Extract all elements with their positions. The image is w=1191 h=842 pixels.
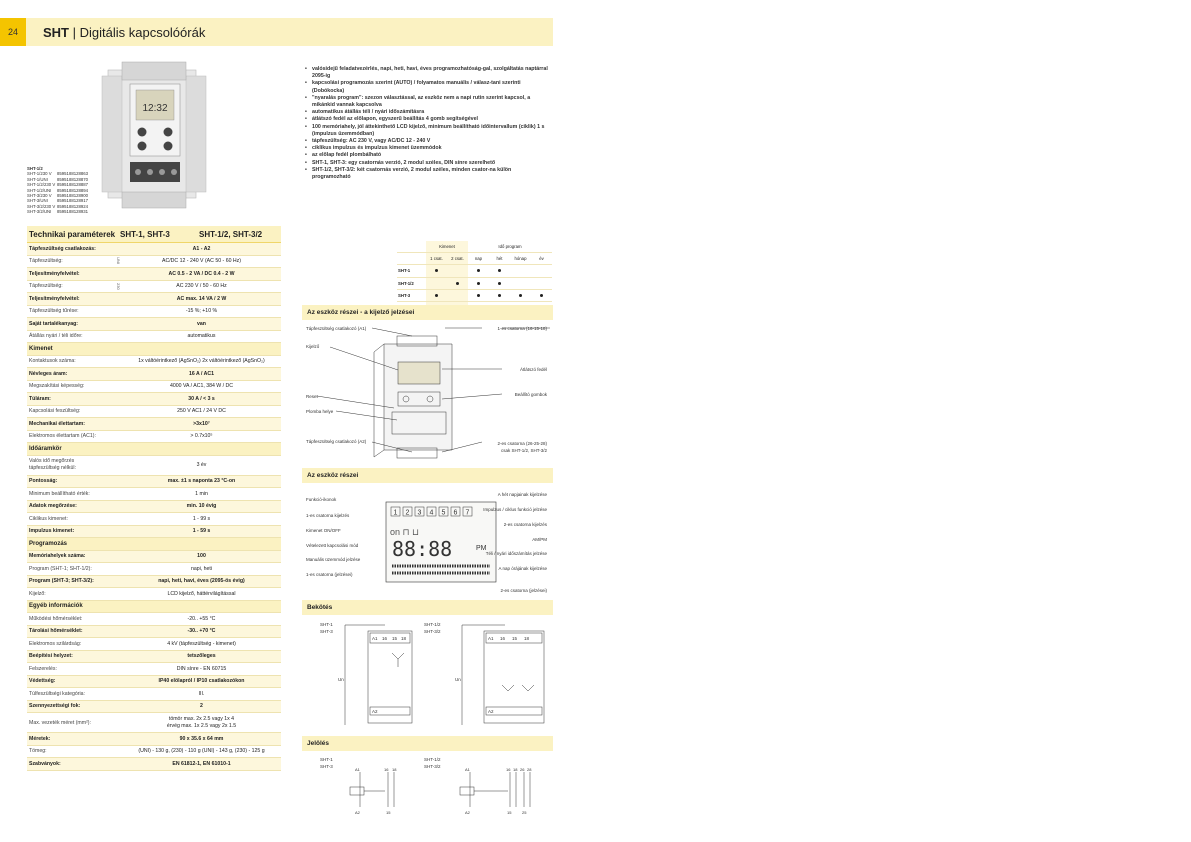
program-cell <box>426 289 447 301</box>
tech-row-label: Megszakítási képesség: <box>29 383 85 390</box>
tech-section-title <box>27 443 281 456</box>
label-ch2: 2-es csatorna (26-25-28) <box>497 441 547 446</box>
tech-row <box>27 626 281 639</box>
program-cell <box>531 289 552 301</box>
display-label-right: A nap órájának kijelzése <box>498 566 547 571</box>
tech-row-label: Felszerelés: <box>29 665 57 672</box>
tech-row-label: Max. vezeték méret (mm²): <box>29 719 91 726</box>
features-list <box>305 66 550 181</box>
tech-row-label: Saját tartalékanyag: <box>29 320 79 327</box>
tech-row-label: Tárolási hőmérséklet: <box>29 628 83 635</box>
tech-row-label: Túláram: <box>29 395 51 402</box>
tech-row <box>27 733 281 746</box>
tech-section-label: Időáramkör <box>29 445 62 452</box>
marking-left-model-1: SHT-1 <box>320 757 333 762</box>
program-cell <box>489 289 510 301</box>
tech-row-value: AC 0.5 - 2 VA / DC 0.4 - 2 W <box>168 270 235 277</box>
program-subhead: hét <box>489 253 510 265</box>
tech-row <box>27 701 281 714</box>
device-parts-drawing <box>302 322 555 462</box>
marking-right-model-1: SHT-1/2 <box>424 757 441 762</box>
tech-table <box>27 226 281 771</box>
display-label-left: 1-es csatorna (jelzései) <box>306 572 353 577</box>
tech-row-label: Átállás nyári / téli időre: <box>29 333 83 340</box>
program-subhead: év <box>531 253 552 265</box>
product-ean: 8595188128917 <box>57 198 89 204</box>
label-cover: Átlátszó fedél <box>519 367 547 372</box>
lcd-ampm: PM <box>476 545 487 552</box>
program-cell <box>510 289 531 301</box>
tech-row-value: 16 A / AC1 <box>188 370 215 377</box>
marking-left-16: 16 <box>384 767 389 772</box>
dot-icon <box>477 294 480 297</box>
tech-row <box>27 406 281 419</box>
program-cell <box>447 265 468 277</box>
program-cell <box>468 265 489 277</box>
wiring-left-model-1: SHT-1 <box>320 622 333 627</box>
tech-section-title <box>27 343 281 356</box>
tech-row-value: IP40 elölapról / IP10 csatlakozókon <box>158 678 245 685</box>
tech-row <box>27 688 281 701</box>
tech-row-value: 30 A / < 3 s <box>188 395 215 402</box>
tech-row-value: (UNI) - 130 g, (230) - 110 g (UNI) - 143 g, (230) - 125 g <box>138 748 265 755</box>
wiring-right-term-a2: A2 <box>488 709 494 714</box>
label-ch2-note: csak SHT-1/2, SHT-3/2 <box>500 448 547 453</box>
wiring-right-model-2: SHT-3/2 <box>424 628 441 634</box>
display-label-left: Manuális üzemmód jelzése <box>306 557 361 562</box>
product-model: SHT-1/UNI <box>27 176 48 182</box>
product-code-row <box>27 209 88 214</box>
tech-table-header <box>27 226 281 243</box>
marking-left-18: 18 <box>392 767 397 772</box>
product-ean: 8595188128863 <box>57 171 89 177</box>
tech-row <box>27 476 281 489</box>
feature-item: • valósidejű feladatvezérlés, napi, heti, havi, éves programozhatóság-gal, szolgáltatás naptárral 2095-ig <box>305 66 550 80</box>
wiring-un-right: Un <box>455 677 461 682</box>
product-ean: 8595188128894 <box>57 187 89 193</box>
label-reset: Reset <box>306 394 318 399</box>
codes-heading: SHT-1/2 <box>27 166 43 171</box>
section-device-header <box>302 468 553 483</box>
wiring-left-term-18: 18 <box>401 636 407 641</box>
marking-right-26: 26 <box>520 767 525 772</box>
tech-row <box>27 676 281 689</box>
program-cell <box>447 289 468 301</box>
tech-row-value: >3x10⁷ <box>193 420 210 427</box>
section-marking-title: Jelölés <box>307 740 330 747</box>
tech-row-label: Pontosság: <box>29 478 58 485</box>
uni-side-label: UNI <box>116 257 121 264</box>
lcd-day-number: 2 <box>405 509 410 517</box>
program-cell <box>531 277 552 289</box>
tech-row-value: 100 <box>197 553 206 560</box>
tech-row-label: Működési hőmérséklet: <box>29 615 83 622</box>
tech-row <box>27 513 281 526</box>
program-cell <box>510 265 531 277</box>
program-row-name: SHT-3 <box>397 289 426 301</box>
tech-row <box>27 243 281 256</box>
tech-row-label: Tápfeszültség: <box>29 283 63 290</box>
tech-row <box>27 318 281 331</box>
tech-row-value: AC 230 V / 50 - 60 Hz <box>176 283 227 290</box>
tech-row-label: Elektromos élettartam (AC1): <box>29 433 96 440</box>
tech-row-value-line1: tömör max. 2x 2.5 vagy 1x 4 <box>168 715 235 722</box>
tech-row-value: -30.. +70 °C <box>187 628 216 635</box>
tech-row-label: Memóriahelyek száma: <box>29 553 86 560</box>
tech-row <box>27 393 281 406</box>
page-header <box>26 18 553 46</box>
wiring-right-model-1: SHT-1/2 <box>424 622 441 627</box>
section-parts-header <box>302 305 553 320</box>
marking-left-a1: A1 <box>355 767 360 772</box>
tech-section-title <box>27 601 281 614</box>
marking-right-25: 25 <box>522 810 527 815</box>
feature-item: • átlátszó fedél az előlapon, egyszerű beállítás 4 gomb segítségével <box>305 116 550 123</box>
program-cell <box>510 277 531 289</box>
section-device-title: Az eszköz részei <box>307 472 359 479</box>
product-model: SHT-3/UNI <box>27 198 48 204</box>
tech-row <box>27 331 281 344</box>
display-label-left: 1-es csatorna kijelzés <box>306 513 350 518</box>
tech-row-label: Kontaktusok száma: <box>29 358 76 365</box>
program-subhead: nap <box>468 253 489 265</box>
series-name: SHT <box>43 24 69 40</box>
tech-row-label: Szabványok: <box>29 760 61 767</box>
label-seal: Plomba helye <box>306 409 334 414</box>
marking-right-a2: A2 <box>465 810 470 815</box>
dot-icon <box>540 294 543 297</box>
program-subhead: 2 csat. <box>447 253 468 265</box>
tech-row-value: -20.. +55 °C <box>187 615 216 622</box>
tech-row <box>27 758 281 771</box>
tech-row-label: Adatok megőrzése: <box>29 503 77 510</box>
tech-header-col2: SHT-1, SHT-3 <box>120 229 170 239</box>
product-ean: 8595188128887 <box>57 182 89 188</box>
tech-section-title <box>27 538 281 551</box>
tech-row-value: van <box>197 320 206 327</box>
tech-row <box>27 281 281 294</box>
tech-row-value: napi, heti, havi, éves (2095-ös évig) <box>158 578 245 585</box>
display-label-right: 2-es csatorna kijelzés <box>503 522 547 527</box>
dot-icon <box>456 282 459 285</box>
tech-row-label: Program (SHT-1; SHT-1/2): <box>29 565 92 572</box>
dot-icon <box>477 269 480 272</box>
program-table <box>397 241 552 314</box>
wiring-right-term-18: 18 <box>524 636 530 641</box>
wiring-left-term-15: 15 <box>392 636 398 641</box>
tech-row-label: Program (SHT-3; SHT-3/2): <box>29 578 94 585</box>
tech-row-value: min. 10 évig <box>186 503 217 510</box>
product-ean: 8595188128900 <box>57 193 89 199</box>
tech-row <box>27 381 281 394</box>
marking-right-18: 18 <box>513 767 518 772</box>
tech-row-value: 4000 VA / AC1, 384 W / DC <box>169 383 234 390</box>
display-label-left: Funkció-ikonok <box>306 497 337 502</box>
dot-icon <box>435 269 438 272</box>
tech-row <box>27 501 281 514</box>
tech-row <box>27 588 281 601</box>
tech-row-value: AC/DC 12 - 240 V (AC 50 - 60 Hz) <box>162 258 241 265</box>
tech-row-label: Tápfeszültség csatlakozás: <box>29 245 96 252</box>
tech-row-value: 3 év <box>196 462 207 468</box>
tech-row-label-line2: tápfeszültség nélkül: <box>29 465 77 471</box>
tech-row-label: Beépítési helyzet: <box>29 653 73 660</box>
tech-row <box>27 651 281 664</box>
tech-row-value-line2: érvég max. 1x 2.5 vagy 2x 1.5 <box>166 722 237 729</box>
tech-row-value: automatikus <box>187 333 216 340</box>
lcd-time: 88:88 <box>392 537 453 561</box>
product-image <box>100 62 208 212</box>
lcd-day-number: 3 <box>417 509 422 517</box>
tech-row-label: Névleges áram: <box>29 370 68 377</box>
tech-row-value: AC max. 14 VA / 2 W <box>176 295 227 302</box>
tech-section-label: Egyéb információk <box>29 603 83 610</box>
v230-side-label: 230 <box>116 283 121 290</box>
tech-row-value: EN 61812-1, EN 61010-1 <box>172 760 231 767</box>
tech-table-body <box>27 243 281 771</box>
label-buttons: Beállító gombok <box>514 392 547 397</box>
program-cell <box>489 265 510 277</box>
tech-row <box>27 268 281 281</box>
page-number: 24 <box>0 18 26 46</box>
product-ean: 8595188128931 <box>57 209 89 215</box>
tech-row-value: 2 <box>200 703 203 710</box>
marking-left-a2: A2 <box>355 810 360 815</box>
marking-right-16: 16 <box>506 767 511 772</box>
label-supply-top: Tápfeszültség csatlakozó (A1) <box>306 326 367 331</box>
product-model: SHT-1/2/UNI <box>27 187 52 193</box>
tech-row-value: DIN sínre - EN 60715 <box>176 665 227 672</box>
tech-header-col1: Technikai paraméterek <box>29 229 116 239</box>
dot-icon <box>498 269 501 272</box>
product-ean: 8595188128870 <box>57 176 89 182</box>
marking-right-a1: A1 <box>465 767 470 772</box>
tech-row <box>27 293 281 306</box>
feature-item: • tápfeszültség: AC 230 V, vagy AC/DC 12 - 240 V <box>305 138 550 145</box>
display-label-right: AM/PM <box>532 537 547 542</box>
tech-row-value: tetszőleges <box>187 653 216 660</box>
marking-right-15: 15 <box>507 810 512 815</box>
program-head-output: Kimenet <box>426 241 468 253</box>
program-cell <box>426 265 447 277</box>
tech-row-value: LCD kijelző, háttérvilágítással <box>167 590 236 597</box>
marking-right-model-2: SHT-3/2 <box>424 763 441 769</box>
display-label-left: Vételezett kapcsolási mód <box>306 543 359 548</box>
tech-row <box>27 356 281 369</box>
lcd-day-number: 7 <box>465 509 470 517</box>
display-label-right: Impulzus / ciklus funkció jelzése <box>483 507 547 512</box>
product-model: SHT-3/2/230 V <box>27 203 56 209</box>
dot-icon <box>519 294 522 297</box>
marking-diagram <box>330 767 550 817</box>
wiring-right-term-15: 15 <box>512 636 518 641</box>
lcd-day-number: 4 <box>429 509 434 517</box>
display-label-right: 2-es csatorna (jelzései) <box>500 588 547 593</box>
lcd-day-number: 5 <box>441 509 446 517</box>
page-title: Digitális kapcsolóórák <box>79 24 206 40</box>
program-cell <box>426 277 447 289</box>
tech-row <box>27 431 281 444</box>
section-wiring-title: Bekötés <box>307 604 333 611</box>
tech-row-value: 1 - 59 s <box>192 528 211 535</box>
tech-row-label: Tápfeszültség: <box>29 258 63 265</box>
tech-row-value: -15 %; +10 % <box>185 308 218 315</box>
tech-row-label: Kijelző: <box>29 590 46 597</box>
tech-row <box>27 551 281 564</box>
feature-item: • 100 memóriahely, jól áttekinthető LCD kijelző, minimum beállítható időintervallum (ciklik) 1 s (impulzus üzemmódban) <box>305 124 550 138</box>
tech-row-value: III. <box>198 690 205 697</box>
tech-section-label: Programozás <box>29 540 68 547</box>
tech-row <box>27 563 281 576</box>
wiring-left-term-a2: A2 <box>372 709 378 714</box>
tech-row <box>27 488 281 501</box>
svg-text:on ⊓ ⊔: on ⊓ ⊔ <box>390 527 420 537</box>
display-label-left: Kimenet ON/OFF <box>306 528 341 533</box>
tech-row <box>27 526 281 539</box>
program-row <box>397 289 552 301</box>
display-label-right: A hét napjainak kijelzése <box>497 492 547 497</box>
lcd-day-number: 6 <box>453 509 458 517</box>
product-codes <box>27 166 88 215</box>
tech-row-value: max. ±1 s naponta 23 °C-on <box>167 478 236 485</box>
tech-row <box>27 256 281 269</box>
section-wiring-header <box>302 600 553 615</box>
tech-row-label: Impulzus kimenet: <box>29 528 75 535</box>
tech-row-label: Méretek: <box>29 735 51 742</box>
product-model: SHT-3/2/UNI <box>27 209 52 215</box>
program-head-time: Idő program <box>468 241 552 253</box>
tech-row-label: Ciklikus kimenet: <box>29 515 68 522</box>
wiring-un-left: Un <box>338 677 344 682</box>
dot-icon <box>498 282 501 285</box>
label-ch1: 1-es csatorna (16-15-18) <box>497 326 547 331</box>
tech-row-label: Elektromos szilárdság: <box>29 640 82 647</box>
program-row <box>397 277 552 289</box>
tech-row-value: 1 - 99 s <box>192 515 211 522</box>
tech-row-label: Túlfeszültségi kategória: <box>29 690 85 697</box>
tech-row <box>27 713 281 733</box>
section-parts-title: Az eszköz részei - a kijelző jelzései <box>307 309 415 316</box>
program-cell <box>531 265 552 277</box>
program-row <box>397 265 552 277</box>
dot-icon <box>477 282 480 285</box>
tech-row-value: 4 kV (tápfeszültség - kimenet) <box>167 640 236 647</box>
tech-row-value: napi, heti <box>190 565 213 572</box>
program-subhead: hónap <box>510 253 531 265</box>
feature-item: • SHT-1, SHT-3: egy csatornás verzió, 2 modul széles, DIN sínre szerelhető <box>305 160 550 167</box>
tech-row-label: Teljesítményfelvétel: <box>29 295 80 302</box>
dot-icon <box>435 294 438 297</box>
wiring-left-model-2: SHT-3 <box>320 628 333 634</box>
tech-row-label: Kapcsolási feszültség: <box>29 408 81 415</box>
tech-row-label: Szennyezettségi fok: <box>29 703 81 710</box>
wiring-diagram <box>330 625 550 725</box>
section-marking-header <box>302 736 553 751</box>
tech-row <box>27 613 281 626</box>
marking-left-model-2: SHT-3 <box>320 763 333 769</box>
tech-row-value: 250 V AC1 / 24 V DC <box>177 408 226 415</box>
lcd-day-number: 1 <box>393 509 398 517</box>
tech-row-label: Mechanikai élettartam: <box>29 420 85 427</box>
header-separator: | <box>69 24 80 40</box>
feature-item: • SHT-1/2, SHT-3/2: két csatornás verzió, 2 modul széles, minden csator-na külön programozható <box>305 167 550 181</box>
wiring-right-term-a1: A1 <box>488 636 494 641</box>
tech-row <box>27 306 281 319</box>
program-cell <box>468 277 489 289</box>
tech-row-value: A1 - A2 <box>192 245 211 252</box>
tech-row <box>27 663 281 676</box>
feature-item: • kapcsolási programozás szerint (AUTO) / folyamatos manuális / válasz-tani szerinti (Dobókocka) <box>305 80 550 94</box>
feature-item: • ciklikus impulzus és impulzus kimenet üzemmódok <box>305 145 550 152</box>
program-cell <box>489 277 510 289</box>
program-row-name: SHT-1 <box>397 265 426 277</box>
product-model: SHT-1/2/230 V <box>27 182 56 188</box>
tech-row-label: Teljesítményfelvétel: <box>29 270 80 277</box>
program-row-name: SHT-1/2 <box>397 277 426 289</box>
tech-row <box>27 368 281 381</box>
tech-row-label: Védettség: <box>29 678 56 685</box>
tech-row-value: 1 min <box>195 490 208 497</box>
tech-row <box>27 638 281 651</box>
label-supply-bottom: Tápfeszültség csatlakozó (A2) <box>306 439 367 444</box>
feature-item: • automatikus átállás téli / nyári időszámításra <box>305 109 550 116</box>
marking-right-28: 28 <box>527 767 532 772</box>
product-model: SHT-3/230 V <box>27 193 52 199</box>
program-cell <box>447 277 468 289</box>
lcd-small-time: 12:32 <box>142 103 168 114</box>
product-ean: 8595188128924 <box>57 203 89 209</box>
label-display: Kijelző <box>306 344 320 349</box>
program-cell <box>468 289 489 301</box>
tech-row-value <box>122 716 281 730</box>
marking-left-15: 15 <box>386 810 391 815</box>
tech-row-value: > 0.7x10⁵ <box>190 433 213 440</box>
tech-section-label: Kimenet <box>29 345 53 352</box>
dot-icon <box>498 294 501 297</box>
tech-header-col3: SHT-1/2, SHT-3/2 <box>199 229 263 239</box>
tech-row-label-line1: Valós idő megőrzés <box>29 458 75 464</box>
display-label-right: Téli / nyári időszámítás jelzése <box>485 551 547 556</box>
wiring-left-term-a1: A1 <box>372 636 378 641</box>
program-subhead: 1 csat. <box>426 253 447 265</box>
tech-row-value: 1x váltóérintkező (AgSnO₂) 2x váltóérintkező (AgSnO₂) <box>138 358 265 365</box>
tech-row-label: Minimum beállítható érték: <box>29 490 90 497</box>
feature-item: • az előlap fedél plombálható <box>305 152 550 159</box>
tech-row <box>27 418 281 431</box>
wiring-right-term-16: 16 <box>500 636 506 641</box>
tech-row <box>27 576 281 589</box>
product-model: SHT-1/230 V <box>27 171 52 177</box>
feature-item: • "nyaralás program": szezon választással, az eszköz nem a napi rutin szerint kapcsol, a mikánkid vannak kapcsolva <box>305 95 550 109</box>
tech-row-label: Tápfeszültség tűrése: <box>29 308 79 315</box>
tech-row-value: 90 x 35.6 x 64 mm <box>179 735 224 742</box>
tech-row <box>27 746 281 759</box>
tech-row <box>27 456 281 476</box>
wiring-left-term-16: 16 <box>382 636 388 641</box>
tech-row-label: Tömeg: <box>29 748 47 755</box>
